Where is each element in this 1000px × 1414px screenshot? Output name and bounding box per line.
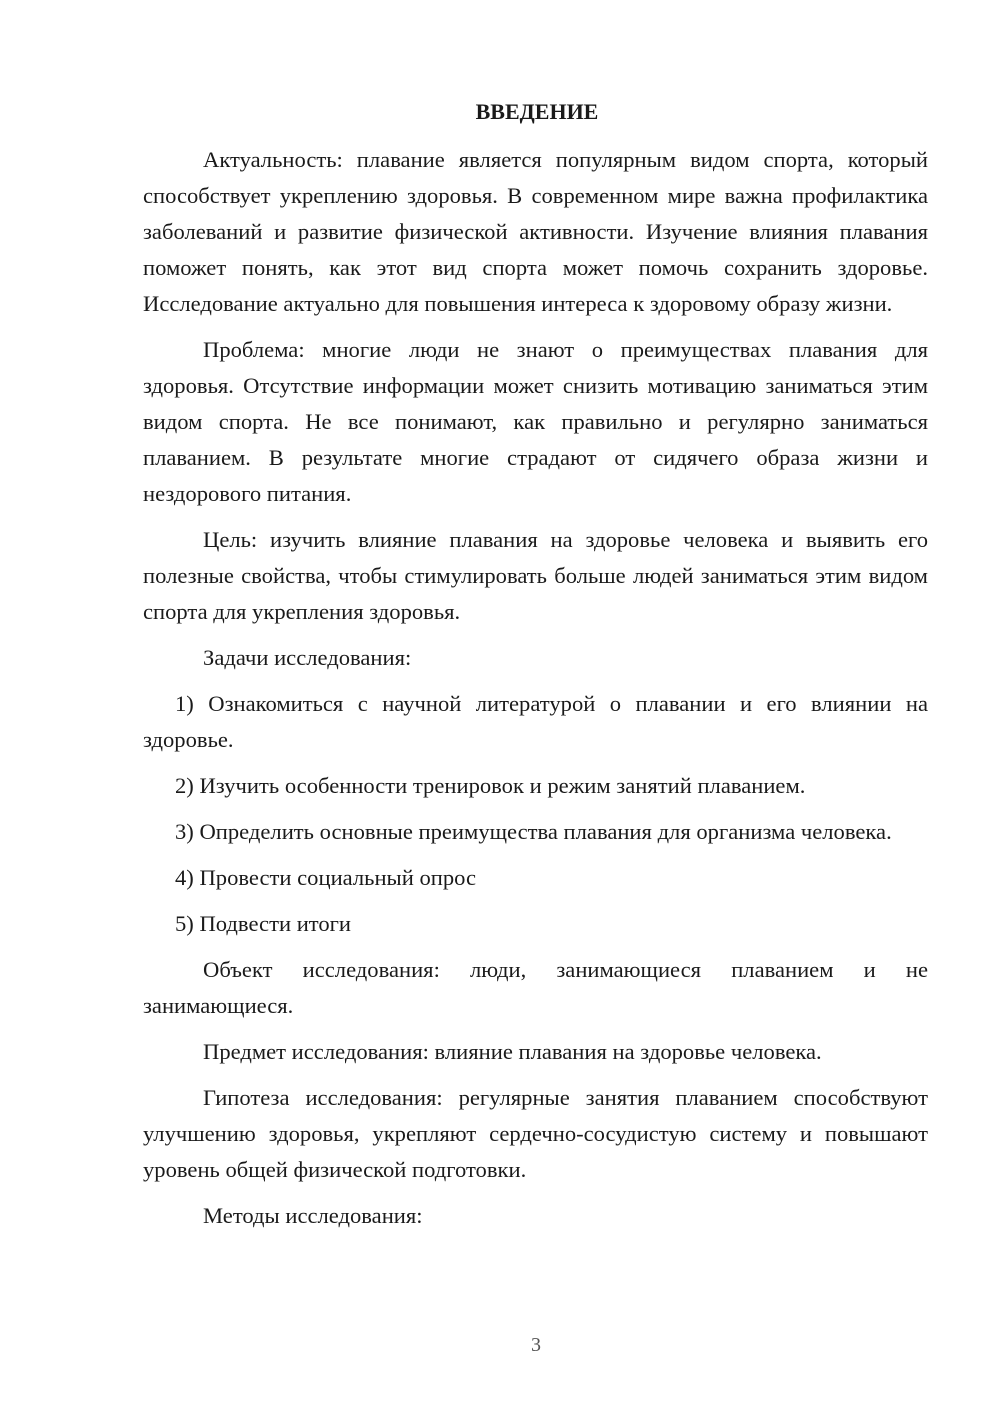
paragraph-relevance: Актуальность: плавание является популярным видом спорта, который способствует укреплению здоровья. В современном мире важна профилактика заболеваний и развитие физической активности. Изучение влияния плавания поможет понять, как этот вид спорта может помочь сохранить здоровье. Исследование актуально для повышения интереса к здоровому образу жизни.	[143, 147, 928, 316]
section-heading: ВВЕДЕНИЕ	[475, 99, 599, 124]
paragraph-subject: Предмет исследования: влияние плавания на здоровье человека.	[203, 1039, 822, 1064]
paragraph-problem: Проблема: многие люди не знают о преимуществах плавания для здоровья. Отсутствие информации может снизить мотивацию заниматься этим видом спорта. Не все понимают, как правильно и регулярно заниматься плаванием. В результате многие страдают от сидячего образа жизни и нездорового питания.	[143, 337, 928, 506]
paragraph-tasks-intro: Задачи исследования:	[203, 645, 412, 670]
task-item-1: 1) Ознакомиться с научной литературой о плавании и его влиянии на здоровье.	[143, 691, 928, 752]
task-item-2: 2) Изучить особенности тренировок и режим занятий плаванием.	[175, 773, 806, 798]
paragraph-methods: Методы исследования:	[203, 1203, 423, 1228]
page-number: 3	[531, 1334, 541, 1356]
task-item-5: 5) Подвести итоги	[175, 911, 352, 936]
paragraph-hypothesis: Гипотеза исследования: регулярные занятия плаванием способствуют улучшению здоровья, укрепляют сердечно-сосудистую систему и повышают уровень общей физической подготовки.	[143, 1085, 928, 1182]
document-page	[143, 94, 928, 1244]
task-item-4: 4) Провести социальный опрос	[175, 865, 477, 890]
paragraph-goal: Цель: изучить влияние плавания на здоровье человека и выявить его полезные свойства, чтобы стимулировать больше людей заниматься этим видом спорта для укрепления здоровья.	[143, 527, 928, 624]
task-item-3: 3) Определить основные преимущества плавания для организма человека.	[175, 819, 892, 844]
paragraph-object: Объект исследования: люди, занимающиеся плаванием и не занимающиеся.	[143, 957, 928, 1018]
